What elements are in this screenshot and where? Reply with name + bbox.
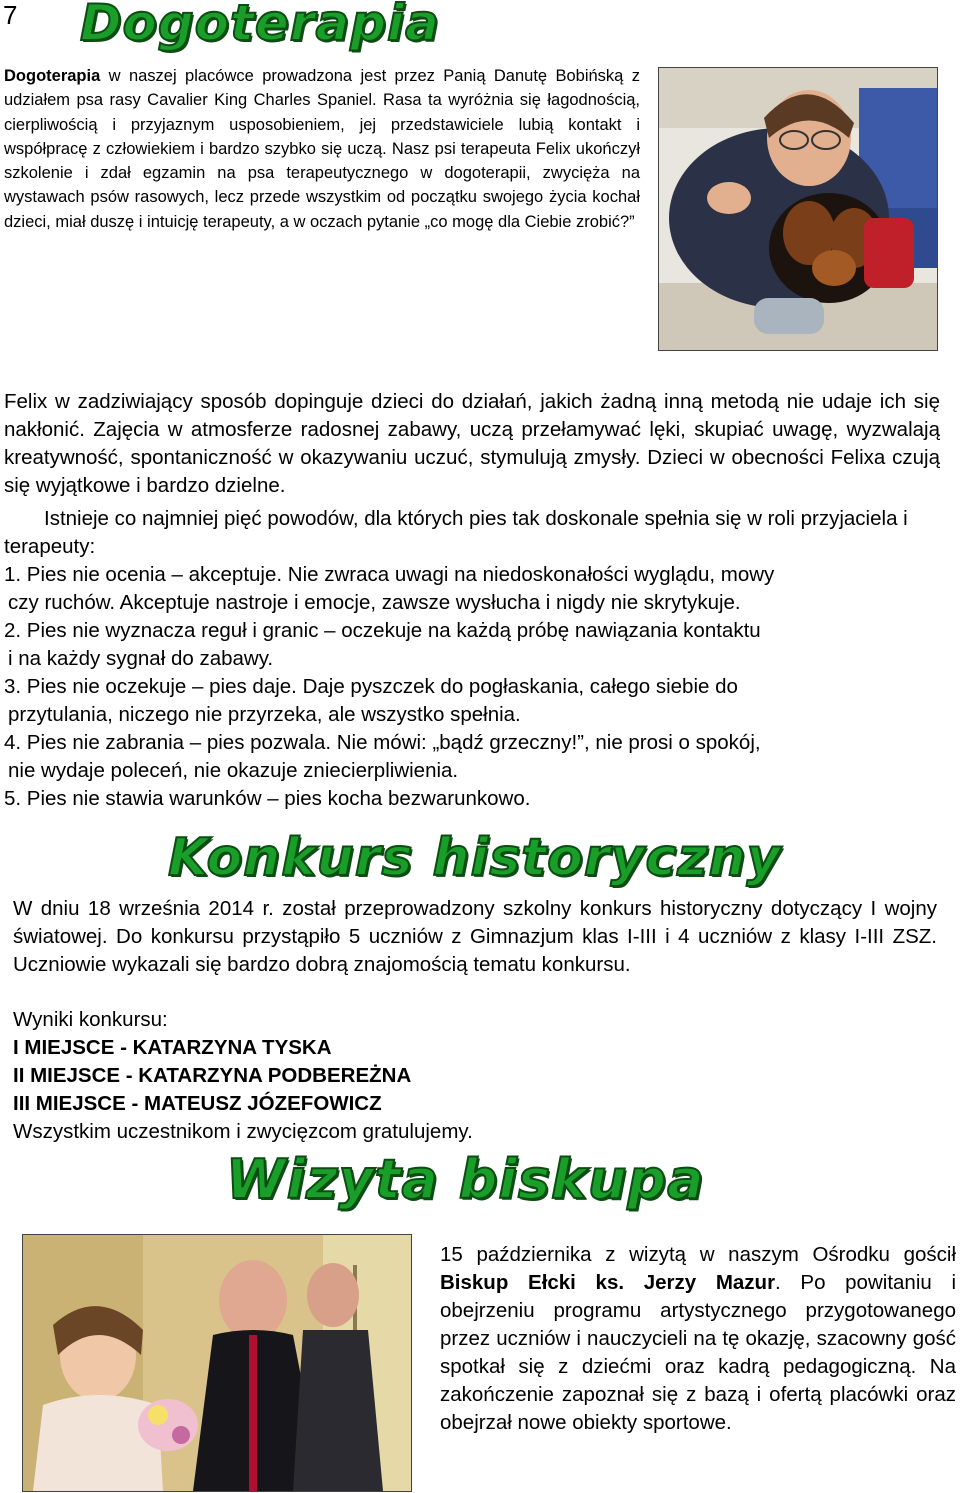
page-number: 7	[3, 0, 18, 30]
reason-5-line-1: 5. Pies nie stawia warunków – pies kocha bezwarunkowo.	[4, 787, 531, 810]
results-label: Wyniki konkursu:	[13, 1008, 168, 1031]
wizyta-text-b: . Po powitaniu i obejrzeniu programu artystycznego przygotowanego przez uczniów i nauczycieli na tę okazję, szacowny gość spotkał się z dziećmi oraz kadrą pedagogiczną. Na zakończenie zapoznał się z bazą i ofertą placówki oraz obejrzał nowe obiekty sportowe.	[440, 1271, 956, 1434]
title-dogoterapia: Dogoterapia	[80, 0, 440, 52]
reason-1-line-1: 1. Pies nie ocenia – akceptuje. Nie zwraca uwagi na niedoskonałości wyglądu, mowy	[4, 563, 775, 586]
reason-4-line-2: nie wydaje poleceń, nie okazuje zniecierpliwienia.	[8, 759, 459, 782]
reasons-list	[4, 561, 944, 813]
dogoterapia-paragraph-3: Istnieje co najmniej pięć powodów, dla których pies tak doskonale spełnia się w roli przyjaciela i terapeuty:	[4, 507, 908, 558]
wizyta-paragraph	[440, 1241, 956, 1437]
reason-3-line-1: 3. Pies nie oczekuje – pies daje. Daje pyszczek do pogłaskania, całego siebie do	[4, 675, 738, 698]
dogoterapia-paragraph-2: Felix w zadziwiający sposób dopinguje dzieci do działań, jakich żadną inną metodą nie udaje ich się nakłonić. Zajęcia w atmosferze radosnej zabawy, uczą przełamywać lęki, skupiać uwagę, wyzwalają kreatywność, spontaniczność w okazywaniu uczuć, stymulują zmysły. Dzieci w obecności Felixa czują się wyjątkowe i bardzo dzielne.	[4, 390, 940, 497]
reason-2-line-2: i na każdy sygnał do zabawy.	[8, 647, 274, 670]
result-1: I MIEJSCE - KATARZYNA TYSKA	[13, 1036, 332, 1059]
result-3: III MIEJSCE - MATEUSZ JÓZEFOWICZ	[13, 1092, 382, 1115]
photo-bishop-visit	[22, 1234, 412, 1492]
wizyta-bishop-name: Biskup Ełcki ks. Jerzy Mazur	[440, 1271, 776, 1294]
reason-1-line-2: czy ruchów. Akceptuje nastroje i emocje, zawsze wysłucha i nigdy nie skrytykuje.	[8, 591, 741, 614]
reason-3-line-2: przytulania, niczego nie przyrzeka, ale wszystko spełnia.	[8, 703, 521, 726]
intro-rest: w naszej placówce prowadzona jest przez Panią Danutę Bobińską z udziałem psa rasy Cavalier King Charles Spaniel. Rasa ta wyróżnia się łagodnością, cierpliwością i przyjaznym usposobieniem, jej przedstawiciele lubią kontakt i współpracę z człowiekiem i bardzo szybko się uczą. Nasz psi terapeuta Felix ukończył szkolenie i zdał egzamin na psa terapeutycznego w dogoterapii, zwycięża na wystawach psów rasowych, lecz przede wszystkim od początku swojego życia kochał dzieci, miał duszę i intuicję terapeuty, a w oczach pytanie „co mogę dla Ciebie zrobić?”	[4, 67, 640, 231]
result-2: II MIEJSCE - KATARZYNA PODBEREŻNA	[13, 1064, 412, 1087]
photo-child-with-dog	[658, 67, 938, 351]
konkurs-results	[13, 1006, 937, 1146]
reason-2-line-1: 2. Pies nie wyznacza reguł i granic – oczekuje na każdą próbę nawiązania kontaktu	[4, 619, 761, 642]
konkurs-paragraph: W dniu 18 września 2014 r. został przeprowadzony szkolny konkurs historyczny dotyczący I wojny światowej. Do konkursu przystąpiło 5 uczniów z Gimnazjum klas I-III i 4 uczniów z klasy I-III ZSZ. Uczniowie wykazali się bardzo dobrą znajomością tematu konkursu.	[13, 897, 937, 976]
results-closing: Wszystkim uczestnikom i zwycięzcom gratulujemy.	[13, 1120, 473, 1143]
title-konkurs-historyczny: Konkurs historyczny	[168, 828, 782, 888]
dogoterapia-intro	[4, 64, 640, 234]
reason-4-line-1: 4. Pies nie zabrania – pies pozwala. Nie mówi: „bądź grzeczny!”, nie prosi o spokój,	[4, 731, 761, 754]
wizyta-text-a: 15 października z wizytą w naszym Ośrodku gościł	[440, 1243, 956, 1266]
intro-bold: Dogoterapia	[4, 67, 101, 85]
title-wizyta-biskupa: Wizyta biskupa	[226, 1148, 705, 1211]
